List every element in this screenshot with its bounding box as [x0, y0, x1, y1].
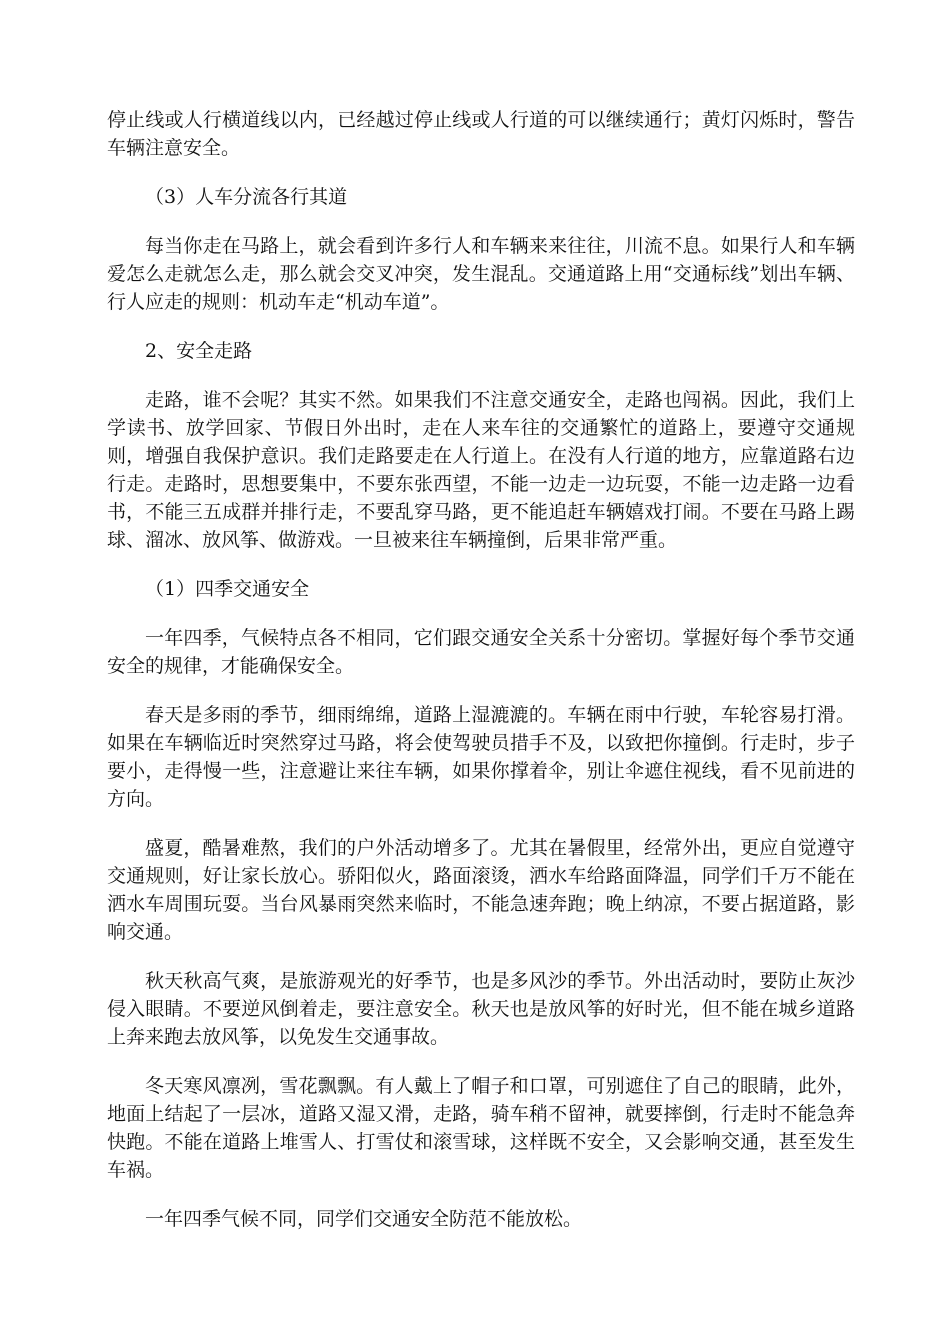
paragraph-road-lanes: 每当你走在马路上，就会看到许多行人和车辆来来往往，川流不息。如果行人和车辆爱怎么走就怎么走，那么就会交叉冲突，发生混乱。交通道路上用“交通标线”划出车辆、行人应走的规则：机动车走“机动车道”。: [107, 235, 855, 313]
section-heading-safe-walking: 2、安全走路: [145, 340, 253, 362]
paragraph-spring: 春天是多雨的季节，细雨绵绵，道路上湿漉漉的。车辆在雨中行驶，车轮容易打滑。如果在车辆临近时突然穿过马路，将会使驾驶员措手不及，以致把你撞倒。行走时，步子要小，走得慢一些，注意避让来往车辆，如果你撑着伞，别让伞遮住视线，看不见前进的方向。: [107, 704, 855, 810]
paragraph-winter: 冬天寒风凛冽，雪花飘飘。有人戴上了帽子和口罩，可别遮住了自己的眼睛，此外，地面上结起了一层冰，道路又湿又滑，走路，骑车稍不留神，就要摔倒，行走时不能急奔快跑。不能在道路上堆雪人、打雪仗和滚雪球，这样既不安全，又会影响交通，甚至发生车祸。: [107, 1075, 855, 1181]
document-body: [107, 106, 855, 1233]
paragraph-seasons-intro: 一年四季，气候特点各不相同，它们跟交通安全关系十分密切。掌握好每个季节交通安全的规律，才能确保安全。: [107, 627, 855, 677]
section-heading-3: （3）人车分流各行其道: [145, 186, 348, 208]
paragraph-walking-rules: 走路，谁不会呢？其实不然。如果我们不注意交通安全，走路也闯祸。因此，我们上学读书、放学回家、节假日外出时，走在人来车往的交通繁忙的道路上，要遵守交通规则，增强自我保护意识。我们走路要走在人行道上。在没有人行道的地方，应靠道路右边行走。走路时，思想要集中，不要东张西望，不能一边走一边玩耍，不能一边走路一边看书，不能三五成群并排行走，不要乱穿马路，更不能追赶车辆嬉戏打闹。不要在马路上踢球、溜冰、放风筝、做游戏。一旦被来往车辆撞倒，后果非常严重。: [107, 389, 855, 551]
section-heading-four-seasons: （1）四季交通安全: [145, 578, 310, 600]
paragraph-continuation: 停止线或人行横道线以内，已经越过停止线或人行道的可以继续通行；黄灯闪烁时，警告车辆注意安全。: [107, 109, 855, 159]
paragraph-autumn: 秋天秋高气爽，是旅游观光的好季节，也是多风沙的季节。外出活动时，要防止灰沙侵入眼睛。不要逆风倒着走，要注意安全。秋天也是放风筝的好时光，但不能在城乡道路上奔来跑去放风筝，以免发生交通事故。: [107, 970, 855, 1048]
paragraph-summer: 盛夏，酷暑难熬，我们的户外活动增多了。尤其在暑假里，经常外出，更应自觉遵守交通规则，好让家长放心。骄阳似火，路面滚烫，洒水车给路面降温，同学们千万不能在洒水车周围玩耍。当台风暴雨突然来临时，不能急速奔跑；晚上纳凉，不要占据道路，影响交通。: [107, 837, 855, 943]
paragraph-conclusion: 一年四季气候不同，同学们交通安全防范不能放松。: [145, 1208, 583, 1230]
